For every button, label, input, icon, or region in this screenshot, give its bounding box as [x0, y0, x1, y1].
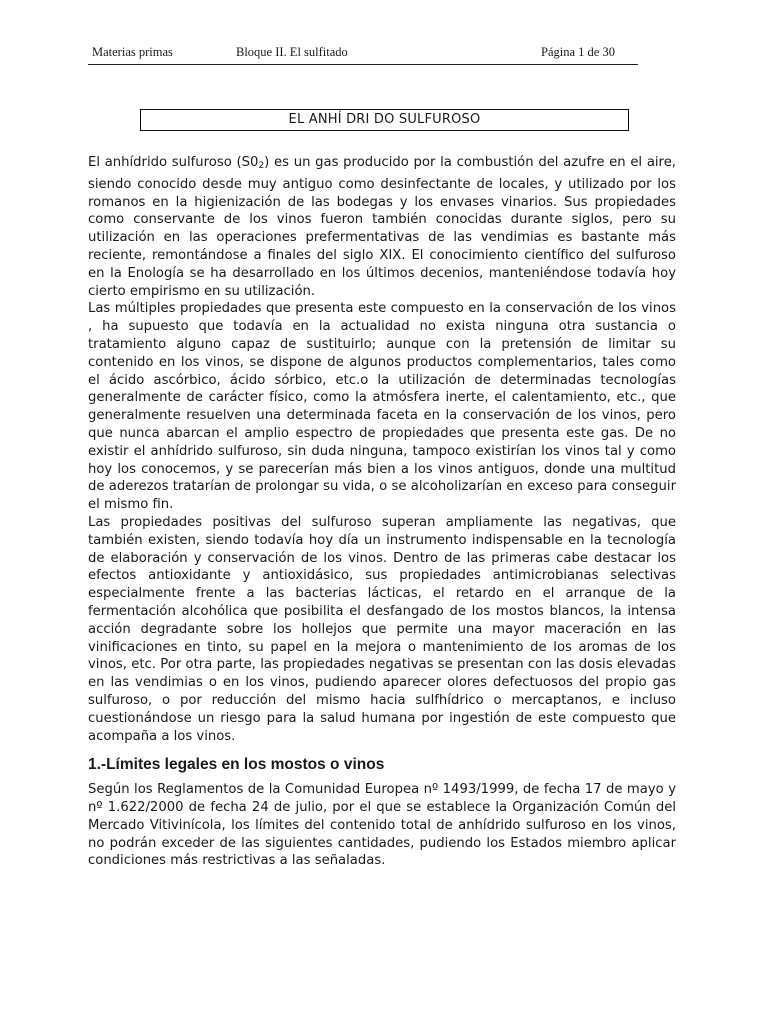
document-body: [88, 154, 676, 870]
paragraph-2: Las múltiples propiedades que presenta este compuesto en la conservación de los vinos , ha supuesto que todavía en la actualidad no exista ninguna otra sustancia o tratamiento alguno capaz de sustituirlo; aunque con la pretensión de limitar su contenido en los vinos, se dispone de algunos productos complementarios, tales como el ácido ascórbico, ácido sórbico, etc.o la utilización de determinadas tecnologías generalmente de carácter físico, como la atmósfera inerte, el calentamiento, etc., que generalmente resuelven una determinada faceta en la conservación de los vinos, pero que nunca abarcan el amplio espectro de propiedades que presenta este gas. De no existir el anhídrido sulfuroso, sin duda ninguna, tampoco existirían los vinos tal y como hoy los conocemos, y se parecerían más bien a los vinos antiguos, donde una multitud de aderezos tratarían de prolongar su vida, o se alcoholizarían en exceso para conseguir el mismo fin.: [88, 301, 676, 513]
section-heading: 1.-Límites legales en los mostos o vinos: [88, 756, 385, 774]
header-block: Bloque II. El sulfitado: [236, 45, 348, 59]
header-subject: Materias primas: [92, 45, 173, 59]
formula-subscript: 2: [258, 161, 265, 171]
paragraph-1: [88, 154, 676, 300]
header-page-number: Página 1 de 30: [541, 45, 615, 59]
paragraph-4: Según los Reglamentos de la Comunidad Europea nº 1493/1999, de fecha 17 de mayo y nº 1.622/2000 de fecha 24 de julio, por el que se establece la Organización Común del Mercado Vitivinícola, los límites del contenido total de anhídrido sulfuroso en los vinos, no podrán exceder de las siguientes cantidades, pudiendo los Estados miembro aplicar condiciones más restrictivas a las señaladas.: [88, 782, 676, 869]
document-title: EL ANHÍ DRI DO SULFUROSO: [140, 109, 629, 131]
paragraph-1-start: El anhídrido sulfuroso (S0: [88, 155, 259, 170]
page-header: [88, 42, 638, 65]
paragraph-3: Las propiedades positivas del sulfuroso superan ampliamente las negativas, que también existen, siendo todavía hoy día un instrumento indispensable en la tecnología de elaboración y conservación de los vinos. Dentro de las primeras cabe destacar los efectos antioxidante y antioxidásico, sus propiedades antimicrobianas selectivas especialmente frente a las bacterias lácticas, el retardo en el arranque de la fermentación alcohólica que posibilita el desfangado de los mostos blancos, la intensa acción degradante sobre los hollejos que permite una mayor maceración en las vinificaciones en tinto, su papel en la mejora o mantenimiento de los aromas de los vinos, etc. Por otra parte, las propiedades negativas se presentan con las dosis elevadas en las vendimias o en los vinos, pudiendo aparecer olores defectuosos del propio gas sulfuroso, o por reducción del mismo hacia sulfhídrico o mercaptanos, e incluso cuestionándose un riesgo para la salud humana por ingestión de este compuesto que acompaña a los vinos.: [88, 514, 676, 744]
paragraph-1-rest: ) es un gas producido por la combustión del azufre en el aire, siendo conocido desde muy antiguo como desinfectante de locales, y utilizado por los romanos en la higienización de las bodegas y los envases vinarios. Sus propiedades como conservante de los vinos fueron también conocidas durante siglos, pero su utilización en las operaciones prefermentativas de las vendimias es bastante más reciente, remontándose a finales del siglo XIX. El conocimiento científico del sulfuroso en la Enología se ha desarrollado en los últimos decenios, manteniéndose todavía hoy cierto empirismo en su utilización.: [88, 155, 676, 299]
